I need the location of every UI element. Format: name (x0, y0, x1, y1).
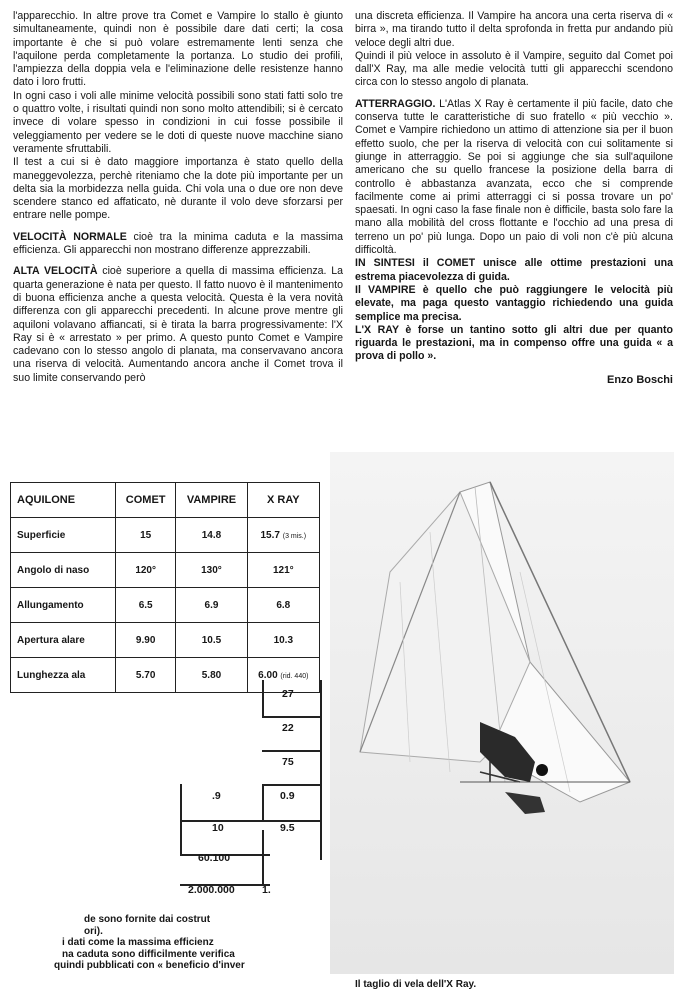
footnote-line: de sono fornite dai costrut (84, 914, 211, 925)
footnote-line: quindi pubblicati con « beneficio d'inver (54, 960, 245, 971)
fragment-value: 22 (282, 722, 294, 734)
cell-vampire: 130° (176, 553, 247, 588)
table-row (11, 623, 320, 658)
footnote-line: ori). (84, 925, 103, 937)
fragment-value: 10 (212, 822, 224, 834)
row-label: Angolo di naso (11, 553, 116, 588)
cell-xray: 6.8 (247, 588, 319, 623)
table-row (11, 588, 320, 623)
cell-comet: 6.5 (116, 588, 176, 623)
cell-comet: 15 (116, 518, 176, 553)
fragment-value: 27 (282, 688, 294, 700)
row-label: Apertura alare (11, 623, 116, 658)
table-row (11, 518, 320, 553)
cell-xray (247, 518, 319, 553)
cell-xray: 121° (247, 553, 319, 588)
row-label: Allungamento (11, 588, 116, 623)
fragment-value: 9.5 (280, 822, 295, 834)
hang-glider-illustration (330, 452, 674, 974)
cell-comet: 120° (116, 553, 176, 588)
section-heading: ALTA VELOCITÀ (13, 265, 98, 278)
summary-comet: IN SINTESI il COMET unisce alle ottime prestazioni una estrema piacevolezza di guida. (355, 257, 673, 283)
paragraph: l'apparecchio. In altre prove tra Comet e Vampire lo stallo è giunto simultaneamente, quindi non è possibile dare dati certi; la cosa importante è che si può volare estremamente lenti senza che l'aquilone perda completamente la portanza. Lo studio dei profili, l'ampiezza della doppia vela e l'eliminazione delle resistenze hanno dato i loro frutti. (13, 10, 343, 89)
paragraph: una discreta efficienza. Il Vampire ha ancora una certa riserva di « birra », ma tirando tutto il delta sprofonda in fretta pur andando più veloce degli altri due. (355, 10, 673, 49)
cell-note: (rid. 440) (280, 672, 309, 680)
section-heading: VELOCITÀ NORMALE (13, 230, 127, 243)
paragraph: In ogni caso i voli alle minime velocità possibili sono stati fatti solo tre o quattro volte, i risultati quindi non sono molto attendibili; si è cercato invece di volare spesso in condizioni in cui fosse possibile il veleggiamento per vedere se le doti di queste nuove macchine siano veramente sfruttabili. (13, 89, 343, 155)
section-text: cioè superiore a quella di massima efficienza. La quarta generazione è nata per questo. Il fatto nuovo è il mantenimento di buona efficienza anche a questa velocità. Questa è la vera novità differenza con gli apparecchi precedenti. In alcune prove mentre gli aquiloni volavano affiancati, si è tirata la barra progressivamente: l'X Ray si è « arrestato » per primo. A questo punto Comet e Vampire cadevano con lo stesso angolo di planata, ma conservavano ancora una riserva di velocità. Aumentando ancora anche il Comet trova il suo limite conservando però (13, 265, 343, 384)
cell-vampire: 5.80 (176, 658, 247, 693)
photo-caption: Il taglio di vela dell'X Ray. (355, 979, 477, 990)
fragment-value: 1. (262, 884, 271, 896)
cell-comet: 9.90 (116, 623, 176, 658)
spec-table (10, 482, 320, 693)
fragment-value: 75 (282, 756, 294, 768)
right-column (355, 10, 673, 387)
velocita-normale-paragraph (13, 231, 343, 258)
footnote-line: na caduta sono difficilmente verifica (62, 948, 235, 960)
row-label: Superficie (11, 518, 116, 553)
footnote-fragment (0, 914, 270, 972)
fragment-value: 0.9 (280, 790, 295, 802)
section-text: cioè tra la minima caduta e la massima efficienza. Gli apparecchi non mostrano differenze apprezzabili. (13, 230, 343, 257)
paper-overlap (0, 700, 180, 912)
fragment-value: 60.100 (198, 852, 231, 864)
author-signature: Enzo Boschi (606, 373, 673, 386)
fragment-value: .9 (212, 790, 221, 802)
cell-note: (3 mis.) (282, 532, 307, 540)
header-cell: VAMPIRE (176, 483, 247, 518)
table-header-row (11, 483, 320, 518)
hang-glider-photo (330, 452, 674, 974)
footnote-line: i dati come la massima efficienz (62, 937, 214, 948)
cell-comet: 5.70 (116, 658, 176, 693)
atterraggio-paragraph (355, 98, 673, 258)
header-cell: X RAY (247, 483, 319, 518)
summary-vampire: Il VAMPIRE è quello che può raggiungere le velocità più elevate, ma paga questo vantaggio richiedendo una guida semplice ma precisa. (355, 283, 673, 323)
header-cell: COMET (116, 483, 176, 518)
table-row (11, 553, 320, 588)
section-heading: ATTERRAGGIO. (355, 97, 436, 110)
fragment-value: 2.000.000 (188, 884, 235, 896)
paragraph: Quindi il più veloce in assoluto è il Vampire, seguito dal Comet poi dall'X Ray, ma alle medie velocità tutti gli apparecchi scendono circa con lo stesso angolo di planata. (355, 49, 673, 89)
row-label: Lunghezza ala (11, 658, 116, 693)
cell-value: 6.00 (258, 669, 278, 681)
cell-xray: 10.3 (247, 623, 319, 658)
section-text: L'Atlas X Ray è certamente il più facile, dato che conserva tutte le caratteristiche di suo fratello « più vecchio ». Comet e Vampire richiedono un attimo di attenzione sia per il buon effetto suolo, che per la riserva di velocità con cui solitamente si giunge in atterraggio. Se poi si aggiunge che sia sull'aquilone americano che su quello francese la posizione della barra di controllo è abbastanza avanzata, ecco che si comprende facilmente come ai primi atterraggi ci si possa trovare un po' spaesati. In ogni caso la fase finale non è difficile, basta solo fare la mano alla mobilità del cross flottante e l'occhio ad una presa di terreno un po' più lunga. Dopo un paio di voli non c'è più alcuna difficoltà. (355, 97, 673, 257)
cell-vampire: 6.9 (176, 588, 247, 623)
header-cell: AQUILONE (11, 483, 116, 518)
cell-vampire: 10.5 (176, 623, 247, 658)
cell-vampire: 14.8 (176, 518, 247, 553)
left-column (13, 10, 343, 385)
summary-xray: L'X RAY è forse un tantino sotto gli altri due per quanto riguarda le prestazioni, ma in compenso offre una guida « a prova di pollo ». (355, 323, 673, 363)
alta-velocita-paragraph (13, 265, 343, 385)
paragraph: Il test a cui si è dato maggiore importanza è stato quello della maneggevolezza, perchè riteniamo che la dote più importante per un delta sia la morbidezza nella guida. Chi vola una o due ore non deve scendere stanco ed affaticato, nè durante il volo deve sforzarsi per entrare nelle pompe. (13, 156, 343, 222)
cell-value: 15.7 (260, 529, 280, 541)
